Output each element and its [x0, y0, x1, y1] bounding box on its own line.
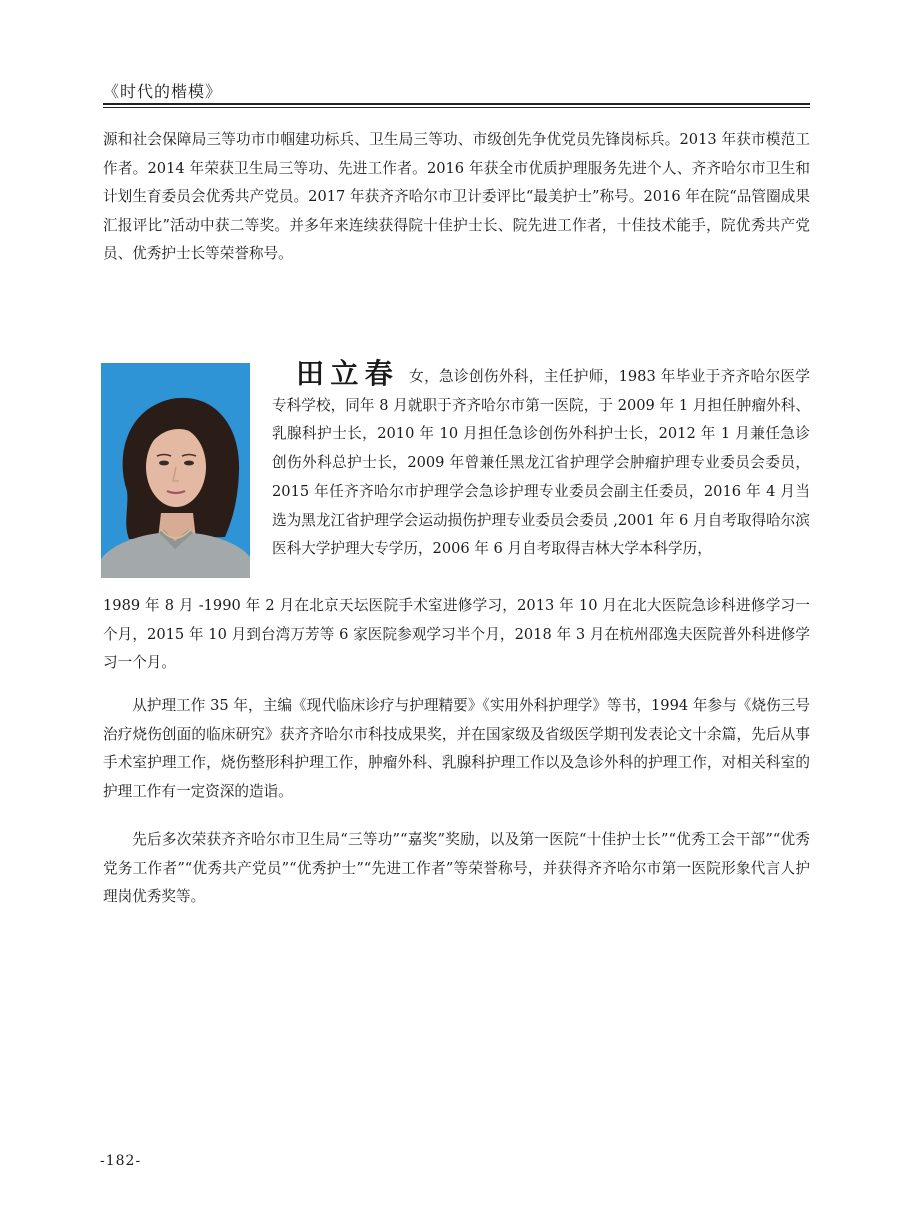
intro-paragraph: 源和社会保障局三等功市巾帼建功标兵、卫生局三等功、市级创先争优党员先锋岗标兵。2013 年获市模范工作者。2014 年荣获卫生局三等功、先进工作者。2016 年获全市优质护理服务先进个人、齐齐哈尔市卫生和计划生育委员会优秀共产党员。2017 年获齐齐哈尔市卫计委评比“最美护士”称号。2016 年在院“品管圈成果汇报评比”活动中获二等奖。并多年来连续获得院十佳护士长、院先进工作者，十佳技术能手，院优秀共产党员、优秀护士长等荣誉称号。: [103, 131, 810, 263]
page-number: -182-: [100, 1153, 142, 1169]
career-paragraph: 从护理工作 35 年，主编《现代临床诊疗与护理精要》《实用外科护理学》等书，1994 年参与《烧伤三号治疗烧伤创面的临床研究》获齐齐哈尔市科技成果奖，并在国家级及省级医学期刊发表论文十余篇，先后从事手术室护理工作，烧伤整形科护理工作，肿瘤外科、乳腺科护理工作以及急诊外科的护理工作，对相关科室的护理工作有一定资深的造诣。: [103, 697, 810, 800]
header-rule: [103, 103, 810, 105]
portrait-photo: [101, 363, 250, 578]
profile-name: 田立春: [296, 357, 400, 390]
profile-bio-lead: 女，急诊创伤外科，主任护师，1983 年毕业于齐齐哈尔医学专科学校，同年 8 月就职于齐齐哈尔市第一医院，于 2009 年 1 月担任肿瘤外科、乳腺科护士长，2010 年 10 月担任急诊创伤外科护士长，2012 年 1 月兼任急诊创伤外科总护士长，2009 年曾兼任黑龙江省护理学会肿瘤护理专业委员会委员，2015 年任齐齐哈尔市护理学会急诊护理专业委员会副主任委员，2016 年 4 月当选为黑龙江省护理学会运动损伤护理专业委员会委员 ,2001 年 6 月自考取得哈尔滨医科大学护理大专学历，2006 年 6 月自考取得吉林大学本科学历，: [272, 368, 810, 558]
header-title: 《时代的楷模》: [103, 82, 223, 101]
header-rule-secondary: [103, 107, 810, 108]
profile-bio: [272, 357, 810, 564]
honors-paragraph: 先后多次荣获齐齐哈尔市卫生局“三等功”“嘉奖”奖励，以及第一医院“十佳护士长”“优秀工会干部”“优秀党务工作者”“优秀共产党员”“优秀护士”“先进工作者”等荣誉称号，并获得齐齐哈尔市第一医院形象代言人护理岗优秀奖等。: [103, 831, 810, 906]
profile-bio-continued: 1989 年 8 月 -1990 年 2 月在北京天坛医院手术室进修学习，2013 年 10 月在北大医院急诊科进修学习一个月，2015 年 10 月到台湾万芳等 6 家医院参观学习半个月，2018 年 3 月在杭州邵逸夫医院普外科进修学习一个月。: [103, 597, 810, 672]
